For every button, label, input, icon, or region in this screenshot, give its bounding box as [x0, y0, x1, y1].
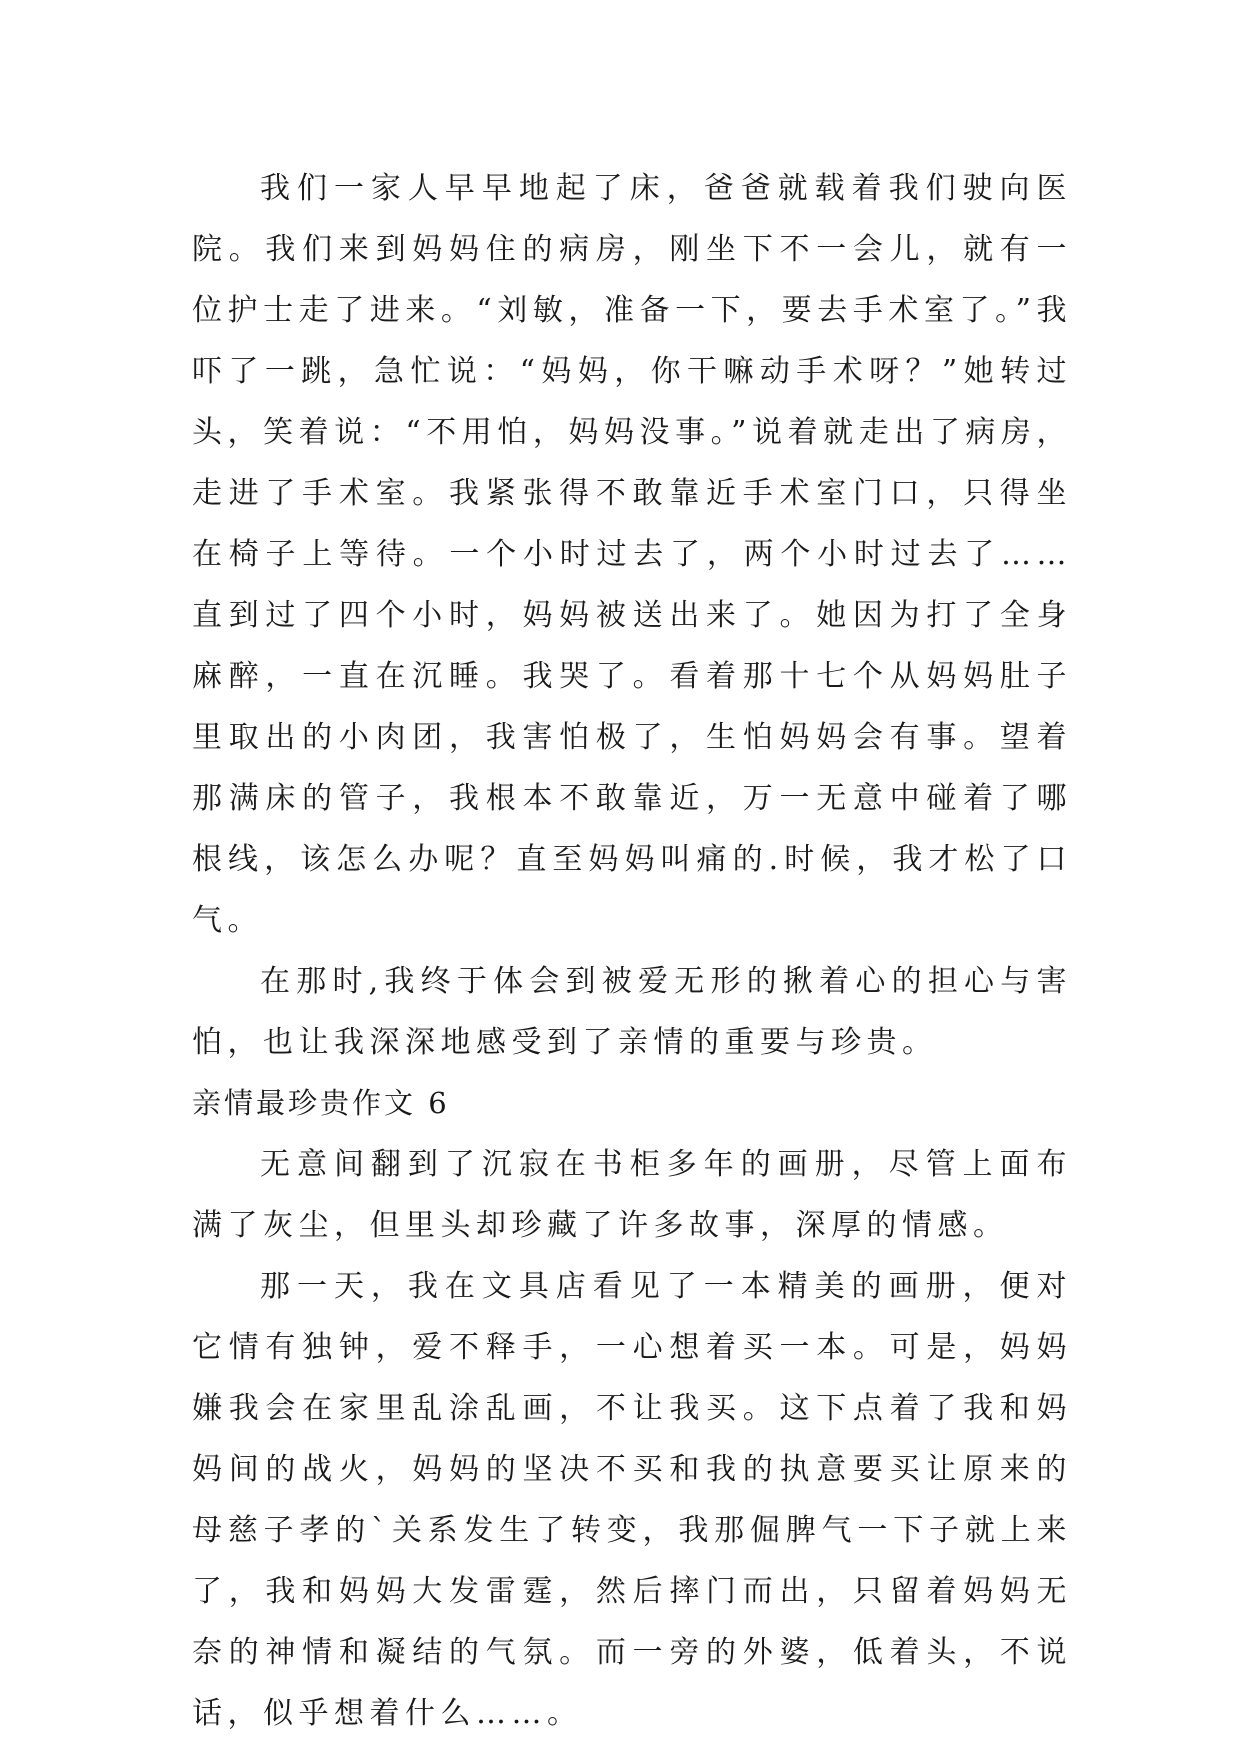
paragraph-reflection: 在那时,我终于体会到被爱无形的揪着心的担心与害怕，也让我深深地感受到了亲情的重要与珍贵。 [192, 964, 1072, 1060]
paragraph-album-intro: 无意间翻到了沉寂在书柜多年的画册，尽管上面布满了灰尘，但里头却珍藏了许多故事，深厚的情感。 [192, 1147, 1072, 1243]
paragraph-stationery-story: 那一天，我在文具店看见了一本精美的画册，便对它情有独钟，爱不释手，一心想着买一本。可是，妈妈嫌我会在家里乱涂乱画，不让我买。这下点着了我和妈妈间的战火，妈妈的坚决不买和我的执意要买让原来的母慈子孝的`关系发生了转变，我那倔脾气一下子就上来了，我和妈妈大发雷霆，然后摔门而出，只留着妈妈无奈的神情和凝结的气氛。而一旁的外婆，低着头，不说话，似乎想着什么……。 [192, 1269, 1072, 1731]
paragraph-hospital-story: 我们一家人早早地起了床，爸爸就载着我们驶向医院。我们来到妈妈住的病房，刚坐下不一会儿，就有一位护士走了进来。“刘敏，准备一下，要去手术室了。”我吓了一跳，急忙说：“妈妈，你干嘛动手术呀？”她转过头，笑着说：“不用怕，妈妈没事。”说着就走出了病房，走进了手术室。我紧张得不敢靠近手术室门口，只得坐在椅子上等待。一个小时过去了，两个小时过去了……直到过了四个小时，妈妈被送出来了。她因为打了全身麻醉，一直在沉睡。我哭了。看着那十七个从妈妈肚子里取出的小肉团，我害怕极了，生怕妈妈会有事。望着那满床的管子，我根本不敢靠近，万一无意中碰着了哪根线，该怎么办呢？直至妈妈叫痛的.时候，我才松了口气。 [192, 171, 1072, 938]
essay-heading: 亲情最珍贵作文 6 [192, 1086, 450, 1120]
document-page [192, 158, 1072, 1744]
